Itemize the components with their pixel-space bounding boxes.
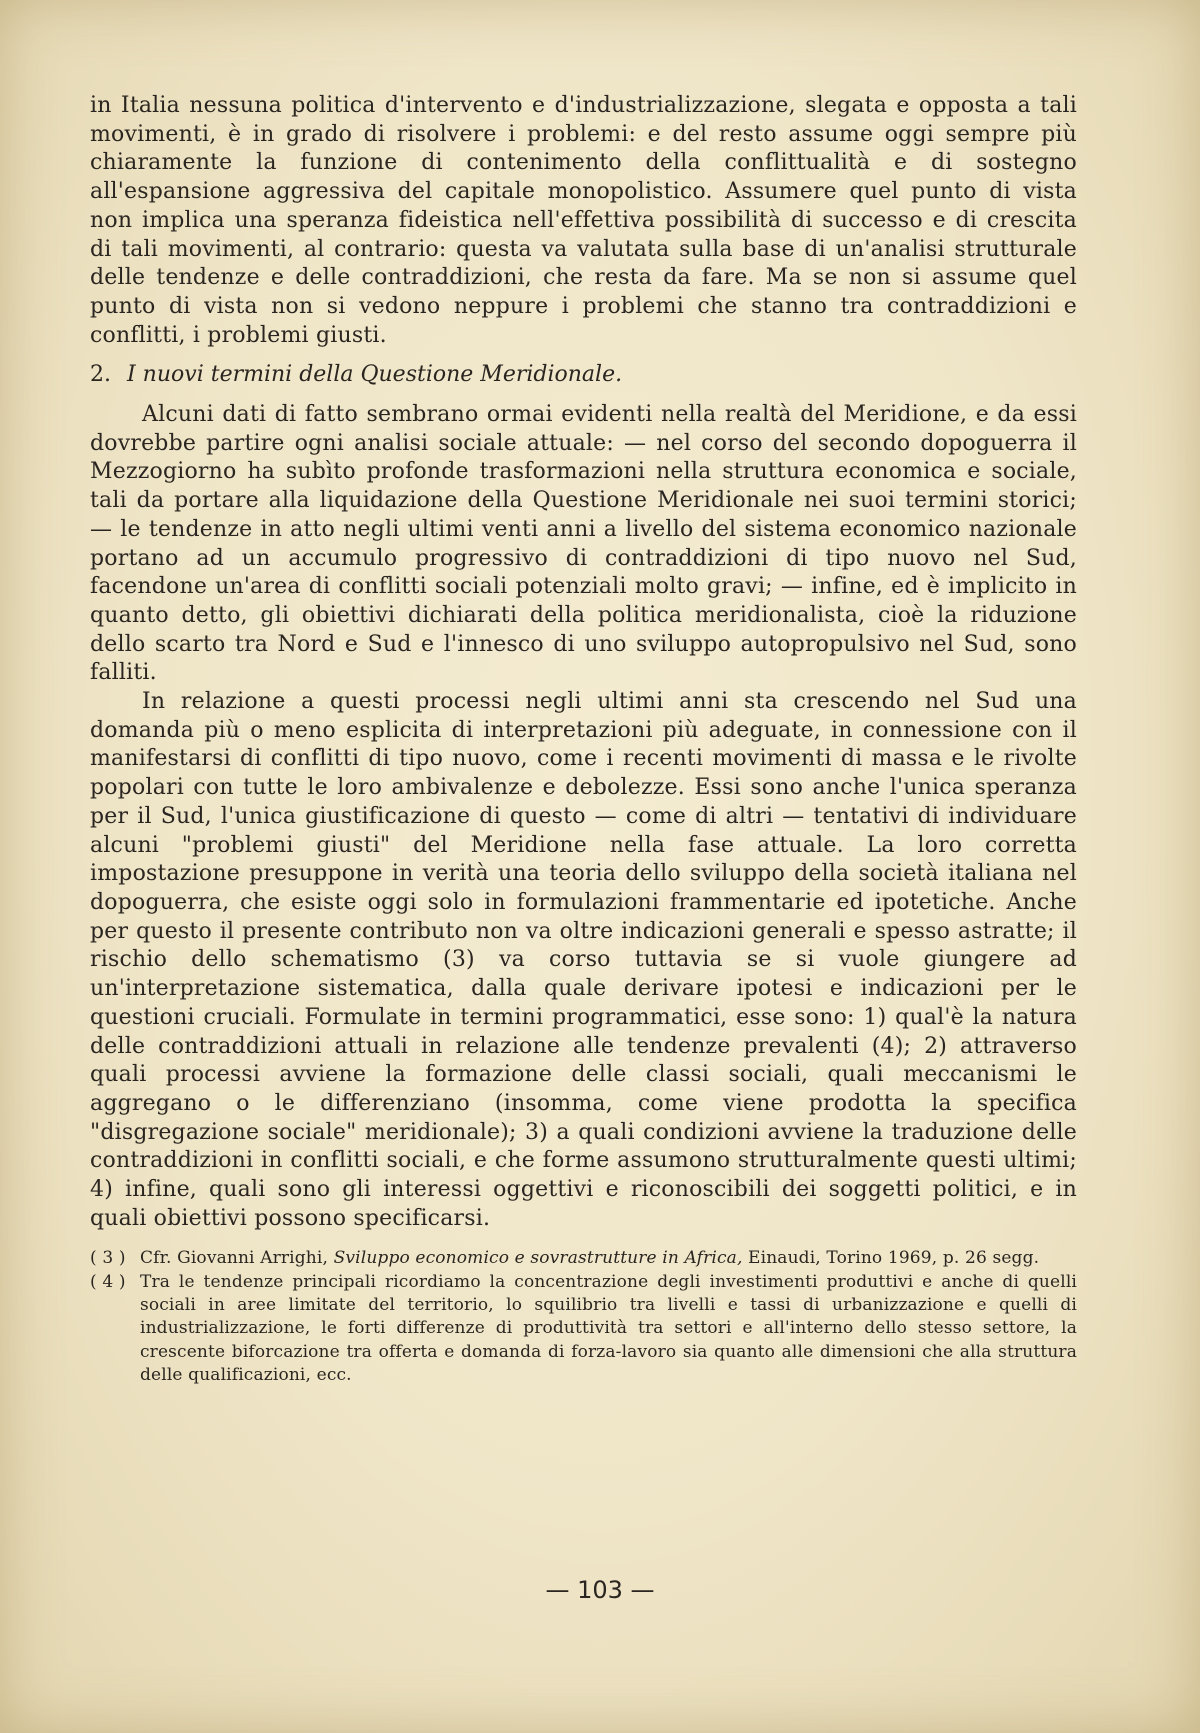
footnote-text-before: Cfr. Giovanni Arrighi, bbox=[140, 1248, 334, 1269]
footnote-mark: ( 3 ) bbox=[90, 1248, 126, 1269]
section-title: I nuovi termini della Questione Meridionale. bbox=[127, 362, 623, 388]
paragraph-2: Alcuni dati di fatto sembrano ormai evidenti nella realtà del Meridione, e da essi dovrebbe partire ogni analisi sociale attuale: — nel corso del secondo dopoguerra il Mezzogiorno ha subìto profonde trasformazioni nella struttura economica e sociale, tali da portare alla liquidazione della Questione Meridionale nei suoi termini storici; — le tendenze in atto negli ultimi venti anni a livello del sistema economico nazionale portano ad un accumulo progressivo di contraddizioni di tipo nuovo nel Sud, facendone un'area di conflitti sociali potenziali molto gravi; — infine, ed è implicito in quanto detto, gli obiettivi dichiarati della politica meridionalista, cioè la riduzione dello scarto tra Nord e Sud e l'innesco di uno sviluppo autopropulsivo nel Sud, sono falliti. bbox=[90, 402, 1077, 686]
footnotes bbox=[90, 1247, 1077, 1387]
footnote-mark: ( 4 ) bbox=[90, 1271, 126, 1292]
footnote-3 bbox=[90, 1247, 1077, 1270]
paragraph-3: In relazione a questi processi negli ultimi anni sta crescendo nel Sud una domanda più o meno esplicita di interpretazioni più adeguate, in connessione con il manifestarsi di conflitti di tipo nuovo, come i recenti movimenti di massa e le rivolte popolari con tutte le loro ambivalenze e debolezze. Essi sono anche l'unica speranza per il Sud, l'unica giustificazione di questo — come di altri — tentativi di individuare alcuni "problemi giusti" del Meridione nella fase attuale. La loro corretta impostazione presuppone in verità una teoria dello sviluppo della società italiana nel dopoguerra, che esiste oggi solo in formulazioni frammentarie ed ipotetiche. Anche per questo il presente contributo non va oltre indicazioni generali e spesso astratte; il rischio dello schematismo (3) va corso tuttavia se si vuole giungere ad un'interpretazione sistematica, dalla quale derivare ipotesi e indicazioni per le questioni cruciali. Formulate in termini programmatici, esse sono: 1) qual'è la natura delle contraddizioni attuali in relazione alle tendenze prevalenti (4); 2) attraverso quali processi avviene la formazione delle classi sociali, quali meccanismi le aggregano o le differenziano (insomma, come viene prodotta la specifica "disgregazione sociale" meridionale); 3) a quali condizioni avviene la traduzione delle contraddizioni in conflitti sociali, e che forme assumono strutturalmente questi ultimi; 4) infine, quali sono gli interessi oggettivi e riconoscibili dei soggetti politici, e in quali obiettivi possono specificarsi. bbox=[90, 689, 1077, 1231]
footnote-text bbox=[140, 1247, 1077, 1270]
footnote-text-after: Einaudi, Torino 1969, p. 26 segg. bbox=[742, 1248, 1040, 1269]
page-body bbox=[90, 92, 1077, 1387]
footnote-text: Tra le tendenze principali ricordiamo la concentrazione degli investimenti produttivi e anche di quelli sociali in aree limitate del territorio, lo squilibrio tra livelli e tassi di urbanizzazione e quelli di industrializzazione, le forti differenze di produttività tra settori e all'interno dello stesso settore, la crescente biforcazione tra offerta e domanda di forza-lavoro sia quanto alle dimensioni che alla struttura delle qualificazioni, ecc. bbox=[140, 1271, 1077, 1385]
footnote-book-title: Sviluppo economico e sovrastrutture in Africa, bbox=[333, 1248, 743, 1269]
footnote-4 bbox=[90, 1271, 1077, 1387]
page-number: — 103 — bbox=[545, 1576, 655, 1604]
section-heading bbox=[90, 361, 1077, 390]
paragraph-1: in Italia nessuna politica d'intervento e d'industrializzazione, slegata e opposta a tali movimenti, è in grado di risolvere i problemi: e del resto assume oggi sempre più chiaramente la funzione di contenimento della conflittualità e di sostegno all'espansione aggressiva del capitale monopolistico. Assumere quel punto di vista non implica una speranza fideistica nell'effettiva possibilità di successo e di crescita di tali movimenti, al contrario: questa va valutata sulla base di un'analisi strutturale delle tendenze e delle contraddizioni, che resta da fare. Ma se non si assume quel punto di vista non si vedono neppure i problemi che stanno tra contraddizioni e conflitti, i problemi giusti. bbox=[90, 93, 1077, 348]
section-number: 2. bbox=[90, 362, 111, 388]
